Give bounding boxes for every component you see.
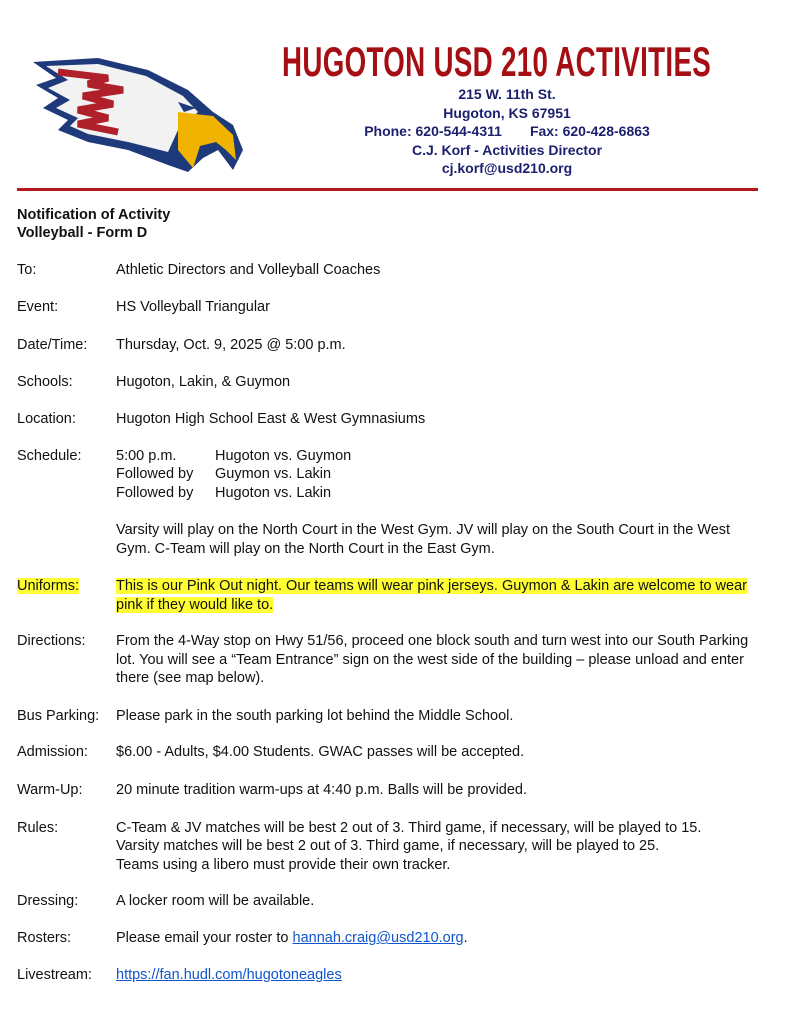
uniforms-label: Uniforms:	[17, 578, 80, 594]
datetime-value: Thursday, Oct. 9, 2025 @ 5:00 p.m.	[116, 337, 346, 353]
director: C.J. Korf - Activities Director	[411, 142, 603, 158]
director-email: cj.korf@usd210.org	[441, 160, 573, 176]
schedule-label: Schedule:	[17, 448, 82, 464]
organization-title: HUGOTON USD 210 ACTIVITIES	[282, 38, 712, 85]
phone: Phone: 620-544-4311	[364, 123, 502, 139]
schools-value: Hugoton, Lakin, & Guymon	[116, 374, 291, 390]
directions-value: From the 4-Way stop on Hwy 51/56, proceed one block south and turn west into our South Parking lot. You will see a “Team Entrance” sign on the west side of the building – please unload and enter there (see map below).	[116, 633, 749, 686]
event-value: HS Volleyball Triangular	[116, 299, 270, 315]
directions-label: Directions:	[17, 633, 86, 649]
rosters-value	[116, 929, 766, 948]
schedule-time: Followed by	[116, 466, 194, 482]
doc-subheading: Volleyball - Form D	[17, 225, 148, 241]
bus-parking-value: Please park in the south parking lot behind the Middle School.	[116, 708, 514, 724]
roster-email-link[interactable]: hannah.craig@usd210.org	[292, 930, 464, 946]
eagle-logo-icon	[28, 50, 248, 175]
event-label: Event:	[17, 299, 59, 315]
address-city: Hugoton, KS 67951	[443, 105, 571, 121]
dressing-value: A locker room will be available.	[116, 893, 315, 909]
schedule-row	[116, 447, 766, 466]
rules-line: Teams using a libero must provide their own tracker.	[116, 857, 451, 873]
schedule-match: Guymon vs. Lakin	[215, 466, 332, 482]
to-value: Athletic Directors and Volleyball Coaches	[116, 262, 381, 278]
to-label: To:	[17, 262, 37, 278]
location-label: Location:	[17, 411, 76, 427]
rules-label: Rules:	[17, 820, 59, 836]
schedule-note: Varsity will play on the North Court in the West Gym. JV will play on the South Court in the West Gym. C-Team will play on the North Court in the East Gym.	[116, 522, 731, 557]
bus-parking-label: Bus Parking:	[17, 708, 100, 724]
header-divider	[17, 188, 758, 191]
schedule-row	[116, 484, 766, 503]
contact-phone-fax	[300, 123, 714, 139]
livestream-link[interactable]: https://fan.hudl.com/hugotoneagles	[116, 967, 342, 983]
livestream-value	[116, 966, 766, 985]
doc-heading: Notification of Activity	[17, 207, 171, 223]
admission-value: $6.00 - Adults, $4.00 Students. GWAC passes will be accepted.	[116, 744, 525, 760]
schedule-row	[116, 465, 766, 484]
livestream-label: Livestream:	[17, 967, 92, 983]
warmup-value: 20 minute tradition warm-ups at 4:40 p.m. Balls will be provided.	[116, 782, 528, 798]
datetime-label: Date/Time:	[17, 337, 88, 353]
warmup-label: Warm-Up:	[17, 782, 83, 798]
admission-label: Admission:	[17, 744, 88, 760]
rules-line: C-Team & JV matches will be best 2 out of 3. Third game, if necessary, will be played to 15.	[116, 820, 702, 836]
schools-label: Schools:	[17, 374, 73, 390]
schedule-match: Hugoton vs. Lakin	[215, 485, 332, 501]
location-value: Hugoton High School East & West Gymnasiums	[116, 411, 426, 427]
rosters-suffix: .	[463, 930, 468, 946]
rules-line: Varsity matches will be best 2 out of 3. Third game, if necessary, will be played to 25.	[116, 838, 660, 854]
dressing-label: Dressing:	[17, 893, 79, 909]
schedule-time: Followed by	[116, 485, 194, 501]
schedule-match: Hugoton vs. Guymon	[215, 448, 352, 464]
rosters-text: Please email your roster to	[116, 930, 293, 946]
fax: Fax: 620-428-6863	[529, 123, 650, 139]
rosters-label: Rosters:	[17, 930, 71, 946]
uniforms-value: This is our Pink Out night. Our teams will wear pink jerseys. Guymon & Lakin are welcome to wear pink if they would like to.	[116, 578, 747, 613]
address-street: 215 W. 11th St.	[458, 86, 556, 102]
schedule-time: 5:00 p.m.	[116, 448, 177, 464]
